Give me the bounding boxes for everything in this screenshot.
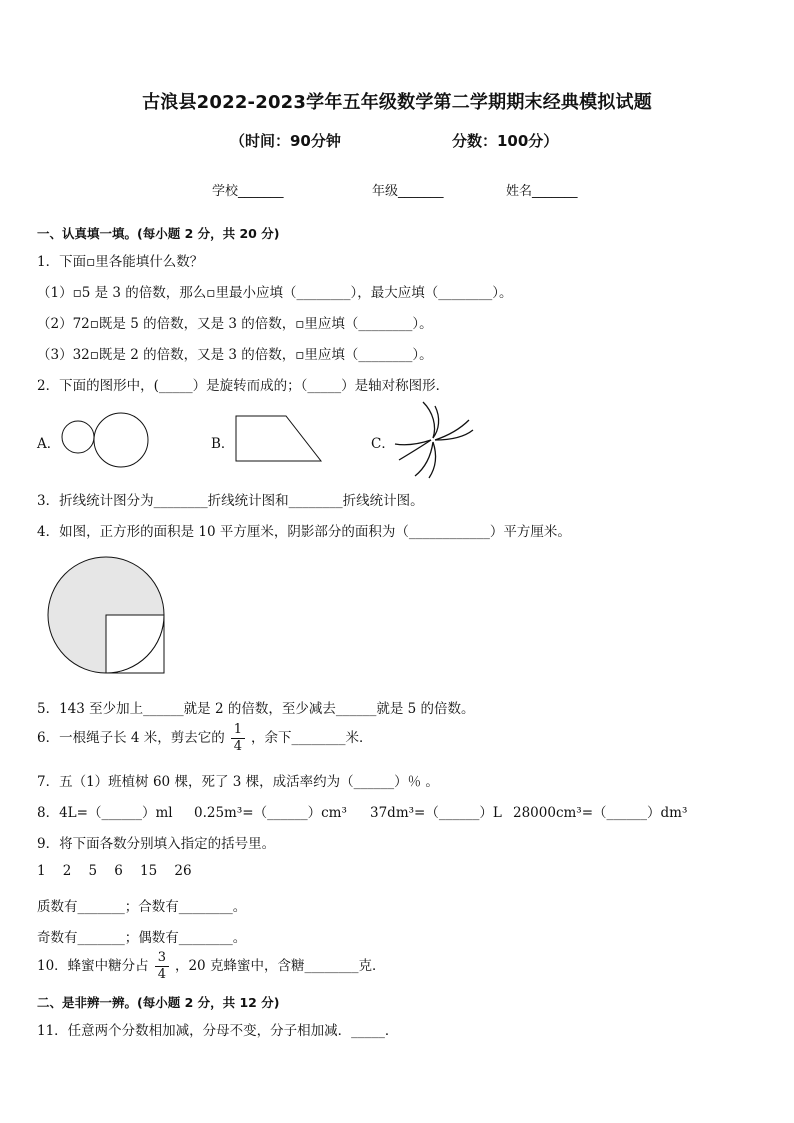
question-6-text-end: ，余下________米． — [251, 730, 373, 746]
fraction-denominator: 4 — [233, 739, 243, 754]
pinwheel-figure — [393, 400, 475, 482]
question-1-part-3: （3）32▫既是 2 的倍数，又是 3 的倍数，▫里应填（________）。 — [37, 347, 433, 363]
circle-square-figure — [44, 555, 170, 677]
question-8-part-a: 8．4L=（______）ml — [37, 805, 173, 821]
question-9-line-1: 质数有_______；合数有________。 — [37, 899, 247, 915]
fraction-numerator: 1 — [231, 722, 245, 739]
fraction-denominator: 4 — [157, 967, 166, 982]
question-10-text-end: ，20 克蜂蜜中，含糖________克． — [174, 958, 386, 974]
fraction-numerator: 3 — [155, 950, 169, 967]
grade-field[interactable]: 年级_______ — [372, 184, 444, 199]
question-1-stem: 1．下面▫里各能填什么数？ — [37, 254, 204, 270]
two-circles-figure — [60, 410, 152, 470]
exam-time: （时间：90分钟 — [230, 132, 341, 150]
question-2-stem: 2．下面的图形中，(_____）是旋转而成的；（_____）是轴对称图形． — [37, 378, 450, 394]
school-field[interactable]: 学校_______ — [212, 184, 284, 199]
question-6 — [37, 722, 373, 755]
question-6-text: 6．一根绳子长 4 米，剪去它的 — [37, 730, 225, 746]
question-4: 4．如图，正方形的面积是 10 平方厘米，阴影部分的面积为（____________）平方厘米。 — [37, 524, 571, 540]
option-c-label: C． — [371, 436, 395, 452]
question-7: 7．五（1）班植树 60 棵，死了 3 棵，成活率约为（______）％ 。 — [37, 774, 439, 790]
name-field[interactable]: 姓名_______ — [506, 184, 578, 199]
question-9-stem: 9．将下面各数分别填入指定的括号里。 — [37, 836, 276, 852]
question-5: 5．143 至少加上______就是 2 的倍数，至少减去______就是 5 的倍数。 — [37, 701, 475, 717]
section-2-heading: 二、是非辨一辨。(每小题 2 分，共 12 分) — [37, 995, 280, 1010]
fraction-three-quarters — [155, 950, 169, 983]
exam-score: 分数：100分） — [452, 132, 559, 150]
question-9-numbers: 1 2 5 6 15 26 — [37, 863, 192, 879]
question-8-part-b: 0.25m³=（______）cm³ — [194, 805, 347, 821]
question-11: 11．任意两个分数相加减，分母不变，分子相加减．_____． — [37, 1023, 399, 1039]
option-b-label: B． — [211, 436, 235, 452]
option-a-label: A． — [37, 436, 61, 452]
question-10 — [37, 950, 385, 983]
section-1-heading: 一、认真填一填。(每小题 2 分，共 20 分) — [37, 226, 280, 241]
question-8-part-d: 28000cm³=（______）dm³ — [513, 805, 688, 821]
question-3: 3．折线统计图分为________折线统计图和________折线统计图。 — [37, 493, 424, 509]
fraction-one-quarter — [231, 722, 245, 755]
question-8-part-c: 37dm³=（______）L — [370, 805, 502, 821]
question-10-text: 10．蜂蜜中糖分占 — [37, 958, 149, 974]
trapezoid-figure — [234, 414, 324, 464]
page-title: 古浪县2022-2023学年五年级数学第二学期期末经典模拟试题 — [142, 92, 652, 113]
question-1-part-2: （2）72▫既是 5 的倍数，又是 3 的倍数，▫里应填（________）。 — [37, 316, 433, 332]
question-9-line-2: 奇数有_______；偶数有________。 — [37, 930, 247, 946]
question-1-part-1: （1）▫5 是 3 的倍数，那么▫里最小应填（________），最大应填（________）。 — [37, 285, 513, 301]
